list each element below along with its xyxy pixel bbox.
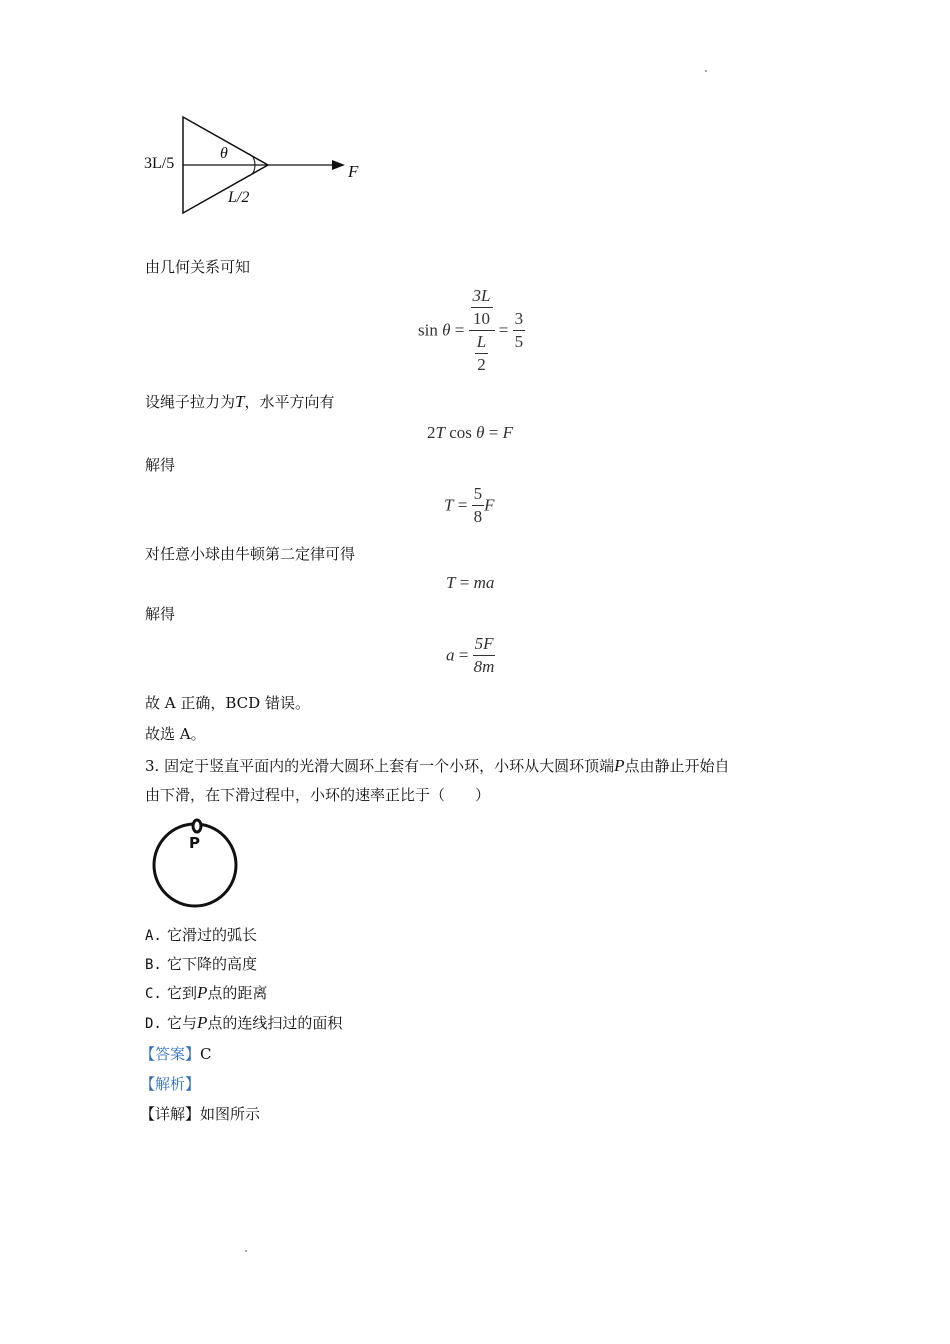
frac-3l-text: 3L <box>472 286 491 305</box>
option-c-text-a: 它到 <box>167 984 198 1002</box>
equation-sin <box>418 285 525 376</box>
a-eq: = <box>454 645 473 665</box>
t-fraction <box>472 483 485 528</box>
result-den: 5 <box>514 332 524 351</box>
sin-eq2: = <box>498 320 509 340</box>
a-den: 8m <box>473 657 495 676</box>
analysis-line <box>140 1074 200 1094</box>
sin-theta: θ <box>442 320 451 340</box>
frac-2: 2 <box>477 355 486 374</box>
cos-theta: θ <box>476 423 485 442</box>
a-fraction <box>473 633 496 678</box>
ma-t: T <box>446 573 456 592</box>
label-theta: θ <box>220 145 228 162</box>
tension-var: T <box>235 392 245 411</box>
cos-eq: = <box>484 423 503 442</box>
cos-t: T <box>435 423 445 442</box>
option-a-text: 它滑过的弧长 <box>167 926 258 944</box>
answer-value: C <box>200 1045 212 1063</box>
option-a[interactable] <box>145 925 257 946</box>
label-force: F <box>348 162 359 181</box>
option-d[interactable] <box>145 1013 342 1034</box>
option-c-label: C. <box>145 986 162 1002</box>
question-p: P <box>614 756 625 775</box>
answer-tag: 【答案】 <box>140 1045 201 1063</box>
page-dot-bottom <box>245 1250 247 1252</box>
option-d-p: P <box>197 1013 208 1032</box>
detail-text: 如图所示 <box>200 1105 261 1123</box>
sin-label: sin <box>418 320 438 340</box>
inner-fraction-top <box>471 285 493 330</box>
compound-fraction <box>469 285 495 376</box>
tension-text: 设绳子拉力为 <box>145 393 236 411</box>
ring-figure <box>145 812 245 916</box>
ring-label-p: P <box>189 834 200 852</box>
detail-line <box>140 1104 260 1124</box>
t-den: 8 <box>473 507 483 526</box>
equation-cos <box>427 423 513 443</box>
ring-diagram <box>145 812 245 916</box>
inner-fraction-bottom <box>475 331 488 376</box>
triangle-figure <box>140 110 370 220</box>
cos-label: cos <box>444 423 477 442</box>
a-var: a <box>446 645 455 665</box>
option-a-label: A. <box>145 928 162 944</box>
frac-10: 10 <box>473 309 491 328</box>
question-text-1-end: 点由静止开始自 <box>624 757 730 775</box>
t-var: T <box>444 495 454 515</box>
answer-line <box>140 1044 212 1064</box>
page-dot-top <box>705 70 707 72</box>
label-3l5: 3L/5 <box>144 155 175 172</box>
t-num: 5 <box>472 483 485 506</box>
option-d-text-a: 它与 <box>167 1014 198 1032</box>
ma-eq: = <box>455 573 474 592</box>
compound-numerator <box>469 285 495 331</box>
force-arrowhead <box>332 160 345 170</box>
t-f: F <box>484 495 495 515</box>
question-line-2: 由下滑，在下滑过程中，小环的速率正比于（ ） <box>145 786 491 804</box>
equation-t <box>444 483 494 528</box>
question-text-1: 3. 固定于竖直平面内的光滑大圆环上套有一个小环，小环从大圆环顶端 <box>145 757 615 775</box>
ma-rhs: ma <box>473 573 495 592</box>
text-solve-2: 解得 <box>145 605 176 623</box>
equation-ma <box>446 573 494 593</box>
text-solve-1: 解得 <box>145 456 176 474</box>
text-newton: 对任意小球由牛顿第二定律可得 <box>145 545 356 563</box>
option-b-label: B. <box>145 957 162 973</box>
small-ring <box>193 820 201 832</box>
text-tension <box>145 392 335 412</box>
t-eq: = <box>453 495 472 515</box>
triangle-diagram <box>140 110 370 220</box>
result-num: 3 <box>513 308 526 331</box>
question-line-1 <box>145 756 730 776</box>
cos-f: F <box>502 423 513 442</box>
option-b-text: 它下降的高度 <box>167 955 258 973</box>
option-d-text-b: 点的连线扫过的面积 <box>207 1014 343 1032</box>
a-num: 5F <box>473 633 496 656</box>
option-c[interactable] <box>145 983 267 1004</box>
option-c-text-b: 点的距离 <box>207 984 268 1002</box>
equation-a <box>446 633 495 678</box>
sin-eq: = <box>454 320 465 340</box>
cos-2: 2 <box>427 423 436 442</box>
text-geometry: 由几何关系可知 <box>145 258 251 276</box>
frac-l: L <box>475 331 488 354</box>
result-fraction <box>513 308 526 353</box>
option-d-label: D. <box>145 1016 162 1032</box>
label-l2: L/2 <box>228 189 250 206</box>
compound-denominator <box>469 331 495 376</box>
analysis-tag: 【解析】 <box>140 1075 201 1093</box>
text-choice: 故选 A。 <box>145 725 206 743</box>
frac-3l <box>471 285 493 308</box>
option-c-p: P <box>197 983 208 1002</box>
text-conclusion: 故 A 正确，BCD 错误。 <box>145 694 310 712</box>
option-b[interactable] <box>145 954 257 975</box>
tension-text-end: ，水平方向有 <box>244 393 335 411</box>
detail-tag: 【详解】 <box>140 1105 201 1123</box>
